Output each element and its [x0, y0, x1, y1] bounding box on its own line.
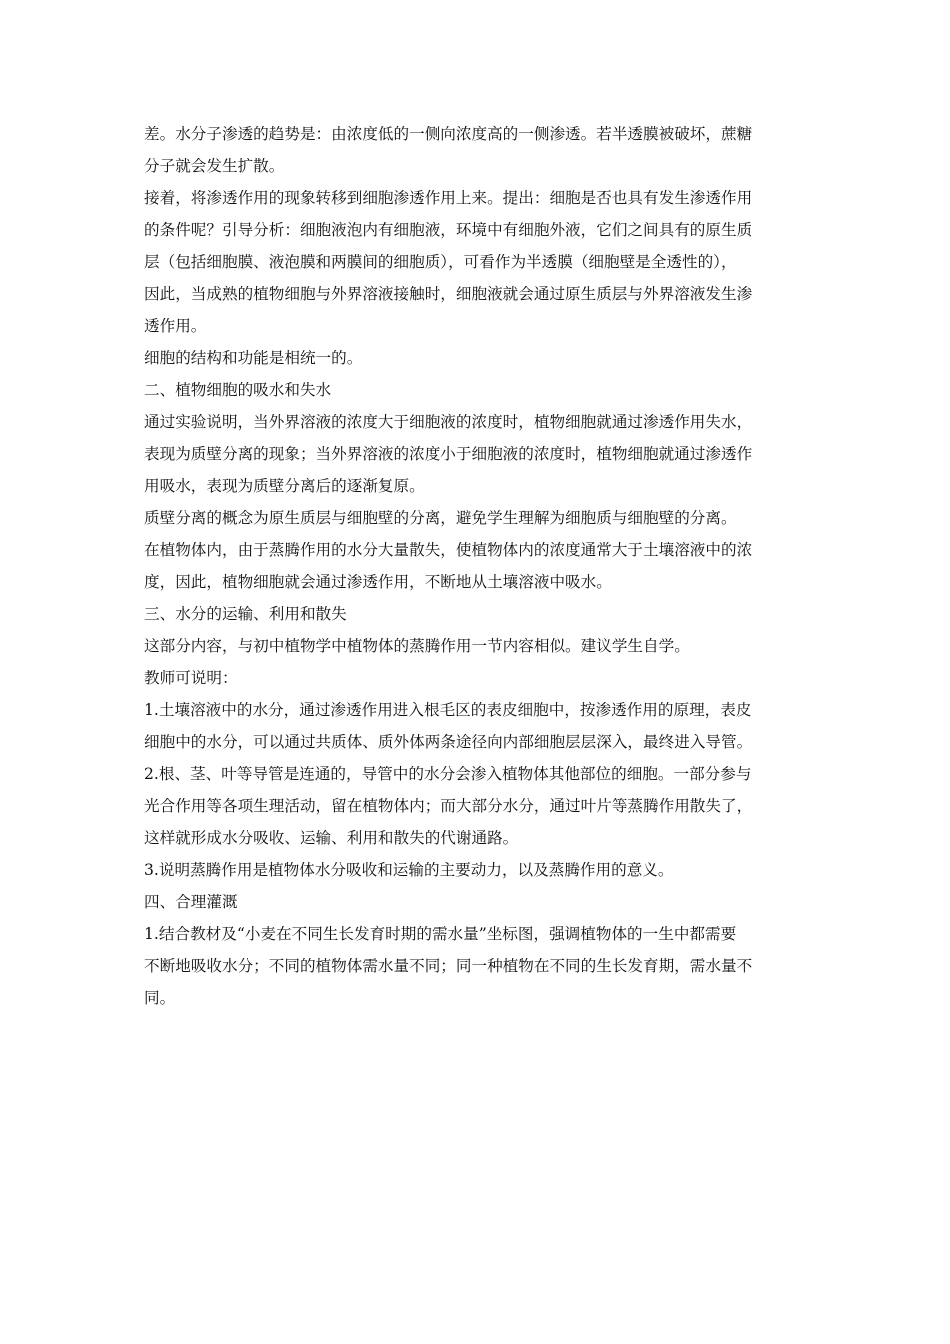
paragraph-line: 度，因此，植物细胞就会通过渗透作用，不断地从土壤溶液中吸水。: [144, 573, 612, 591]
paragraph-line: 在植物体内，由于蒸腾作用的水分大量散失，使植物体内的浓度通常大于土壤溶液中的浓: [144, 541, 753, 559]
list-item-line: 这样就形成水分吸收、运输、利用和散失的代谢通路。: [144, 829, 519, 847]
paragraph-line: 差。水分子渗透的趋势是：由浓度低的一侧向浓度高的一侧渗透。若半透膜被破坏，蔗糖: [144, 125, 753, 143]
list-item-line: 同。: [144, 989, 176, 1007]
list-item-line: 2.根、茎、叶等导管是连通的，导管中的水分会渗入植物体其他部位的细胞。一部分参与: [144, 765, 752, 783]
paragraph-line: 的条件呢？引导分析：细胞液泡内有细胞液，环境中有细胞外液，它们之间具有的原生质: [144, 221, 753, 239]
list-item-line: 1.土壤溶液中的水分，通过渗透作用进入根毛区的表皮细胞中，按渗透作用的原理，表皮: [144, 701, 752, 719]
list-item-line: 3.说明蒸腾作用是植物体水分吸收和运输的主要动力，以及蒸腾作用的意义。: [144, 861, 674, 879]
paragraph-line: 因此，当成熟的植物细胞与外界溶液接触时，细胞液就会通过原生质层与外界溶液发生渗: [144, 285, 753, 303]
paragraph-line: 通过实验说明，当外界溶液的浓度大于细胞液的浓度时，植物细胞就通过渗透作用失水，: [144, 413, 753, 431]
list-item-line: 1.结合教材及“小麦在不同生长发育时期的需水量”坐标图，强调植物体的一生中都需要: [144, 925, 737, 943]
section-heading: 四、合理灌溉: [144, 893, 238, 911]
paragraph-line: 用吸水，表现为质壁分离后的逐渐复原。: [144, 477, 425, 495]
list-item-line: 细胞中的水分，可以通过共质体、质外体两条途径向内部细胞层层深入，最终进入导管。: [144, 733, 753, 751]
paragraph-line: 分子就会发生扩散。: [144, 157, 285, 175]
list-item-line: 不断地吸收水分；不同的植物体需水量不同；同一种植物在不同的生长发育期，需水量不: [144, 957, 753, 975]
list-item-line: 光合作用等各项生理活动，留在植物体内；而大部分水分，通过叶片等蒸腾作用散失了，: [144, 797, 753, 815]
document-body: [144, 118, 808, 1014]
paragraph-line: 透作用。: [144, 317, 207, 335]
section-heading: 二、植物细胞的吸水和失水: [144, 381, 332, 399]
paragraph-line: 这部分内容，与初中植物学中植物体的蒸腾作用一节内容相似。建议学生自学。: [144, 637, 690, 655]
section-heading: 三、水分的运输、利用和散失: [144, 605, 347, 623]
paragraph-line: 接着，将渗透作用的现象转移到细胞渗透作用上来。提出：细胞是否也具有发生渗透作用: [144, 189, 753, 207]
paragraph-line: 质壁分离的概念为原生质层与细胞壁的分离，避免学生理解为细胞质与细胞壁的分离。: [144, 509, 737, 527]
paragraph-line: 细胞的结构和功能是相统一的。: [144, 349, 363, 367]
paragraph-line: 教师可说明：: [144, 669, 238, 687]
paragraph-line: 层（包括细胞膜、液泡膜和两膜间的细胞质），可看作为半透膜（细胞壁是全透性的），: [144, 253, 737, 271]
paragraph-line: 表现为质壁分离的现象；当外界溶液的浓度小于细胞液的浓度时，植物细胞就通过渗透作: [144, 445, 753, 463]
